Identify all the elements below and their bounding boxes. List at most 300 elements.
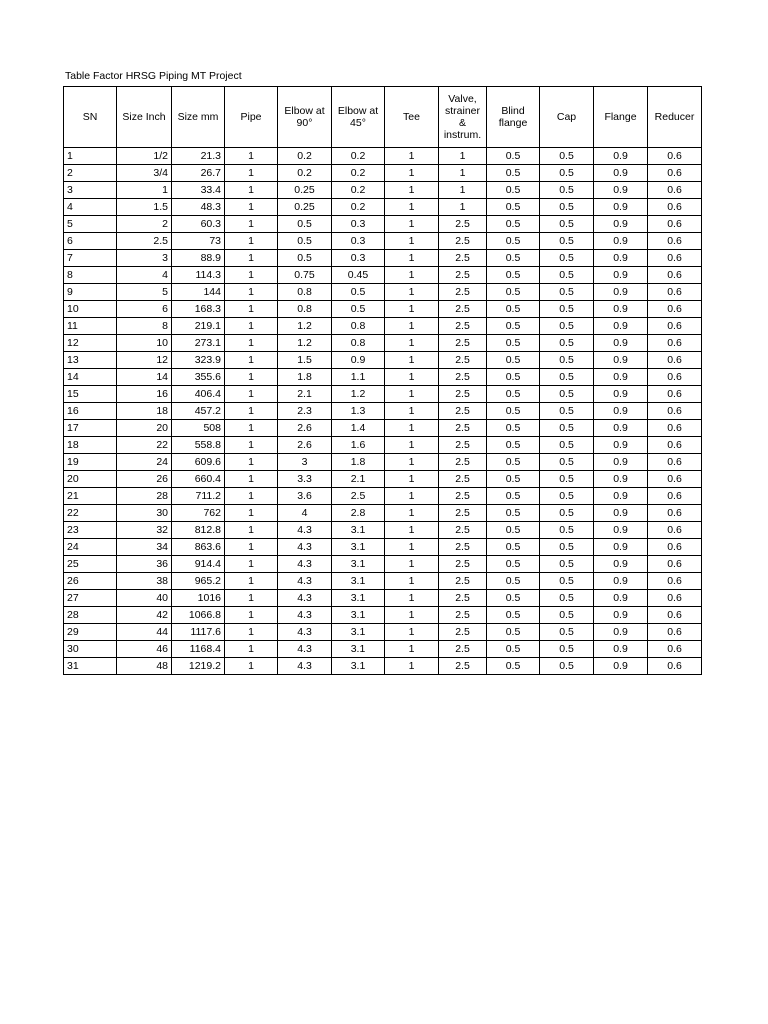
cell-size-mm: 863.6 <box>172 539 225 556</box>
cell-reducer: 0.6 <box>648 641 702 658</box>
cell-reducer: 0.6 <box>648 267 702 284</box>
cell-sn: 27 <box>64 590 117 607</box>
cell-sn: 2 <box>64 165 117 182</box>
cell-pipe: 1 <box>225 386 278 403</box>
cell-valve: 2.5 <box>439 420 487 437</box>
cell-reducer: 0.6 <box>648 437 702 454</box>
cell-pipe: 1 <box>225 454 278 471</box>
cell-reducer: 0.6 <box>648 335 702 352</box>
cell-elbow-90: 0.75 <box>278 267 332 284</box>
cell-flange: 0.9 <box>594 199 648 216</box>
cell-sn: 30 <box>64 641 117 658</box>
cell-blind-flange: 0.5 <box>487 318 540 335</box>
cell-size-inch: 48 <box>117 658 172 675</box>
cell-size-inch: 10 <box>117 335 172 352</box>
cell-pipe: 1 <box>225 624 278 641</box>
cell-flange: 0.9 <box>594 641 648 658</box>
cell-valve: 2.5 <box>439 658 487 675</box>
cell-elbow-90: 1.2 <box>278 318 332 335</box>
cell-size-mm: 355.6 <box>172 369 225 386</box>
table-row <box>64 335 702 352</box>
cell-sn: 28 <box>64 607 117 624</box>
cell-sn: 4 <box>64 199 117 216</box>
cell-cap: 0.5 <box>540 165 594 182</box>
cell-blind-flange: 0.5 <box>487 216 540 233</box>
cell-tee: 1 <box>385 233 439 250</box>
cell-cap: 0.5 <box>540 250 594 267</box>
cell-size-inch: 38 <box>117 573 172 590</box>
header-tee: Tee <box>385 87 439 148</box>
cell-elbow-90: 4.3 <box>278 522 332 539</box>
cell-tee: 1 <box>385 369 439 386</box>
cell-tee: 1 <box>385 658 439 675</box>
cell-tee: 1 <box>385 284 439 301</box>
cell-cap: 0.5 <box>540 284 594 301</box>
cell-tee: 1 <box>385 641 439 658</box>
cell-elbow-45: 3.1 <box>332 624 385 641</box>
cell-size-inch: 4 <box>117 267 172 284</box>
cell-blind-flange: 0.5 <box>487 641 540 658</box>
cell-flange: 0.9 <box>594 556 648 573</box>
cell-size-inch: 12 <box>117 352 172 369</box>
cell-sn: 9 <box>64 284 117 301</box>
cell-sn: 13 <box>64 352 117 369</box>
cell-pipe: 1 <box>225 284 278 301</box>
cell-size-inch: 28 <box>117 488 172 505</box>
cell-size-inch: 2 <box>117 216 172 233</box>
cell-flange: 0.9 <box>594 216 648 233</box>
cell-cap: 0.5 <box>540 539 594 556</box>
table-row <box>64 437 702 454</box>
cell-pipe: 1 <box>225 267 278 284</box>
cell-pipe: 1 <box>225 573 278 590</box>
cell-sn: 16 <box>64 403 117 420</box>
cell-size-mm: 914.4 <box>172 556 225 573</box>
cell-flange: 0.9 <box>594 369 648 386</box>
cell-tee: 1 <box>385 556 439 573</box>
cell-valve: 2.5 <box>439 437 487 454</box>
table-row <box>64 233 702 250</box>
cell-elbow-45: 3.1 <box>332 641 385 658</box>
cell-elbow-45: 0.45 <box>332 267 385 284</box>
cell-cap: 0.5 <box>540 216 594 233</box>
cell-size-inch: 32 <box>117 522 172 539</box>
cell-valve: 2.5 <box>439 624 487 641</box>
cell-reducer: 0.6 <box>648 369 702 386</box>
header-reducer: Reducer <box>648 87 702 148</box>
cell-elbow-45: 0.3 <box>332 250 385 267</box>
cell-pipe: 1 <box>225 488 278 505</box>
cell-sn: 14 <box>64 369 117 386</box>
cell-blind-flange: 0.5 <box>487 590 540 607</box>
cell-elbow-90: 0.2 <box>278 165 332 182</box>
cell-cap: 0.5 <box>540 267 594 284</box>
header-size-mm: Size mm <box>172 87 225 148</box>
cell-elbow-45: 0.5 <box>332 284 385 301</box>
header-elbow-90: Elbow at 90° <box>278 87 332 148</box>
cell-elbow-45: 0.3 <box>332 233 385 250</box>
cell-elbow-90: 3.3 <box>278 471 332 488</box>
cell-valve: 2.5 <box>439 556 487 573</box>
cell-size-inch: 8 <box>117 318 172 335</box>
cell-valve: 2.5 <box>439 641 487 658</box>
cell-size-inch: 1.5 <box>117 199 172 216</box>
cell-cap: 0.5 <box>540 182 594 199</box>
cell-elbow-45: 1.6 <box>332 437 385 454</box>
cell-cap: 0.5 <box>540 437 594 454</box>
cell-valve: 2.5 <box>439 505 487 522</box>
cell-elbow-90: 2.6 <box>278 420 332 437</box>
cell-tee: 1 <box>385 573 439 590</box>
cell-blind-flange: 0.5 <box>487 335 540 352</box>
cell-pipe: 1 <box>225 607 278 624</box>
cell-cap: 0.5 <box>540 658 594 675</box>
cell-blind-flange: 0.5 <box>487 284 540 301</box>
cell-reducer: 0.6 <box>648 454 702 471</box>
cell-reducer: 0.6 <box>648 148 702 165</box>
cell-size-mm: 1117.6 <box>172 624 225 641</box>
cell-pipe: 1 <box>225 199 278 216</box>
cell-size-inch: 1/2 <box>117 148 172 165</box>
cell-tee: 1 <box>385 471 439 488</box>
cell-blind-flange: 0.5 <box>487 607 540 624</box>
cell-valve: 2.5 <box>439 403 487 420</box>
cell-blind-flange: 0.5 <box>487 250 540 267</box>
table-body <box>64 148 702 675</box>
cell-elbow-45: 0.2 <box>332 199 385 216</box>
cell-pipe: 1 <box>225 233 278 250</box>
cell-sn: 25 <box>64 556 117 573</box>
cell-sn: 18 <box>64 437 117 454</box>
cell-valve: 2.5 <box>439 488 487 505</box>
cell-cap: 0.5 <box>540 369 594 386</box>
cell-elbow-90: 4 <box>278 505 332 522</box>
cell-elbow-90: 0.5 <box>278 233 332 250</box>
table-row <box>64 352 702 369</box>
cell-valve: 1 <box>439 199 487 216</box>
cell-flange: 0.9 <box>594 573 648 590</box>
cell-reducer: 0.6 <box>648 403 702 420</box>
cell-size-mm: 508 <box>172 420 225 437</box>
cell-size-inch: 20 <box>117 420 172 437</box>
cell-elbow-45: 2.1 <box>332 471 385 488</box>
cell-pipe: 1 <box>225 165 278 182</box>
cell-elbow-45: 3.1 <box>332 658 385 675</box>
cell-tee: 1 <box>385 318 439 335</box>
table-row <box>64 199 702 216</box>
cell-elbow-90: 4.3 <box>278 590 332 607</box>
cell-blind-flange: 0.5 <box>487 454 540 471</box>
cell-flange: 0.9 <box>594 522 648 539</box>
cell-elbow-90: 4.3 <box>278 556 332 573</box>
table-row <box>64 471 702 488</box>
table-row <box>64 420 702 437</box>
header-row <box>64 87 702 148</box>
cell-cap: 0.5 <box>540 624 594 641</box>
cell-elbow-45: 3.1 <box>332 522 385 539</box>
cell-tee: 1 <box>385 335 439 352</box>
cell-size-inch: 2.5 <box>117 233 172 250</box>
cell-sn: 29 <box>64 624 117 641</box>
cell-blind-flange: 0.5 <box>487 233 540 250</box>
cell-tee: 1 <box>385 182 439 199</box>
cell-sn: 17 <box>64 420 117 437</box>
cell-size-inch: 3 <box>117 250 172 267</box>
cell-valve: 2.5 <box>439 284 487 301</box>
header-size-inch: Size Inch <box>117 87 172 148</box>
cell-size-mm: 711.2 <box>172 488 225 505</box>
cell-size-inch: 24 <box>117 454 172 471</box>
cell-pipe: 1 <box>225 318 278 335</box>
cell-pipe: 1 <box>225 437 278 454</box>
cell-pipe: 1 <box>225 505 278 522</box>
table-row <box>64 403 702 420</box>
cell-valve: 2.5 <box>439 454 487 471</box>
cell-size-mm: 114.3 <box>172 267 225 284</box>
cell-tee: 1 <box>385 267 439 284</box>
cell-blind-flange: 0.5 <box>487 148 540 165</box>
cell-flange: 0.9 <box>594 182 648 199</box>
header-valve-strainer-instrum: Valve, strainer & instrum. <box>439 87 487 148</box>
cell-size-mm: 609.6 <box>172 454 225 471</box>
cell-elbow-90: 4.3 <box>278 658 332 675</box>
cell-flange: 0.9 <box>594 471 648 488</box>
cell-blind-flange: 0.5 <box>487 658 540 675</box>
cell-flange: 0.9 <box>594 607 648 624</box>
cell-sn: 20 <box>64 471 117 488</box>
cell-elbow-45: 0.2 <box>332 165 385 182</box>
cell-elbow-90: 4.3 <box>278 624 332 641</box>
header-pipe: Pipe <box>225 87 278 148</box>
cell-tee: 1 <box>385 437 439 454</box>
cell-elbow-90: 2.3 <box>278 403 332 420</box>
cell-elbow-45: 0.2 <box>332 148 385 165</box>
cell-size-mm: 33.4 <box>172 182 225 199</box>
cell-blind-flange: 0.5 <box>487 556 540 573</box>
table-row <box>64 573 702 590</box>
table-row <box>64 182 702 199</box>
cell-tee: 1 <box>385 148 439 165</box>
cell-elbow-90: 3.6 <box>278 488 332 505</box>
cell-size-inch: 1 <box>117 182 172 199</box>
cell-flange: 0.9 <box>594 335 648 352</box>
table-row <box>64 607 702 624</box>
cell-blind-flange: 0.5 <box>487 182 540 199</box>
cell-elbow-45: 1.3 <box>332 403 385 420</box>
cell-tee: 1 <box>385 624 439 641</box>
cell-tee: 1 <box>385 352 439 369</box>
cell-sn: 1 <box>64 148 117 165</box>
cell-blind-flange: 0.5 <box>487 386 540 403</box>
cell-size-mm: 88.9 <box>172 250 225 267</box>
table-row <box>64 624 702 641</box>
cell-sn: 15 <box>64 386 117 403</box>
cell-elbow-45: 1.2 <box>332 386 385 403</box>
cell-pipe: 1 <box>225 471 278 488</box>
cell-reducer: 0.6 <box>648 488 702 505</box>
cell-size-mm: 660.4 <box>172 471 225 488</box>
header-blind-flange: Blind flange <box>487 87 540 148</box>
cell-blind-flange: 0.5 <box>487 539 540 556</box>
cell-blind-flange: 0.5 <box>487 573 540 590</box>
cell-flange: 0.9 <box>594 488 648 505</box>
cell-reducer: 0.6 <box>648 301 702 318</box>
header-sn: SN <box>64 87 117 148</box>
cell-blind-flange: 0.5 <box>487 267 540 284</box>
cell-blind-flange: 0.5 <box>487 301 540 318</box>
cell-reducer: 0.6 <box>648 250 702 267</box>
cell-pipe: 1 <box>225 556 278 573</box>
cell-size-mm: 457.2 <box>172 403 225 420</box>
cell-cap: 0.5 <box>540 641 594 658</box>
cell-tee: 1 <box>385 505 439 522</box>
cell-reducer: 0.6 <box>648 607 702 624</box>
cell-size-mm: 965.2 <box>172 573 225 590</box>
cell-size-mm: 323.9 <box>172 352 225 369</box>
cell-blind-flange: 0.5 <box>487 199 540 216</box>
cell-size-mm: 1219.2 <box>172 658 225 675</box>
cell-flange: 0.9 <box>594 148 648 165</box>
cell-pipe: 1 <box>225 148 278 165</box>
cell-valve: 2.5 <box>439 471 487 488</box>
table-row <box>64 369 702 386</box>
cell-sn: 31 <box>64 658 117 675</box>
cell-elbow-90: 2.1 <box>278 386 332 403</box>
cell-flange: 0.9 <box>594 658 648 675</box>
cell-size-mm: 1016 <box>172 590 225 607</box>
header-elbow-45: Elbow at 45° <box>332 87 385 148</box>
cell-size-mm: 1066.8 <box>172 607 225 624</box>
cell-flange: 0.9 <box>594 165 648 182</box>
cell-size-mm: 73 <box>172 233 225 250</box>
cell-elbow-90: 0.25 <box>278 199 332 216</box>
cell-pipe: 1 <box>225 369 278 386</box>
table-row <box>64 590 702 607</box>
cell-flange: 0.9 <box>594 267 648 284</box>
cell-blind-flange: 0.5 <box>487 369 540 386</box>
cell-sn: 12 <box>64 335 117 352</box>
cell-valve: 2.5 <box>439 318 487 335</box>
cell-flange: 0.9 <box>594 420 648 437</box>
cell-flange: 0.9 <box>594 454 648 471</box>
cell-blind-flange: 0.5 <box>487 352 540 369</box>
cell-size-mm: 168.3 <box>172 301 225 318</box>
cell-valve: 2.5 <box>439 352 487 369</box>
cell-sn: 10 <box>64 301 117 318</box>
cell-elbow-90: 1.2 <box>278 335 332 352</box>
cell-cap: 0.5 <box>540 607 594 624</box>
cell-size-inch: 42 <box>117 607 172 624</box>
cell-elbow-45: 0.9 <box>332 352 385 369</box>
cell-valve: 2.5 <box>439 369 487 386</box>
cell-elbow-90: 0.8 <box>278 284 332 301</box>
cell-reducer: 0.6 <box>648 420 702 437</box>
cell-blind-flange: 0.5 <box>487 403 540 420</box>
cell-size-mm: 1168.4 <box>172 641 225 658</box>
cell-elbow-90: 0.25 <box>278 182 332 199</box>
cell-size-inch: 30 <box>117 505 172 522</box>
cell-flange: 0.9 <box>594 284 648 301</box>
cell-blind-flange: 0.5 <box>487 505 540 522</box>
table-row <box>64 250 702 267</box>
cell-cap: 0.5 <box>540 335 594 352</box>
cell-cap: 0.5 <box>540 420 594 437</box>
cell-pipe: 1 <box>225 403 278 420</box>
cell-pipe: 1 <box>225 250 278 267</box>
cell-size-inch: 3/4 <box>117 165 172 182</box>
cell-reducer: 0.6 <box>648 522 702 539</box>
cell-valve: 2.5 <box>439 386 487 403</box>
cell-tee: 1 <box>385 250 439 267</box>
cell-size-inch: 18 <box>117 403 172 420</box>
cell-size-inch: 34 <box>117 539 172 556</box>
header-cap: Cap <box>540 87 594 148</box>
cell-pipe: 1 <box>225 182 278 199</box>
cell-elbow-90: 0.2 <box>278 148 332 165</box>
cell-sn: 6 <box>64 233 117 250</box>
cell-sn: 22 <box>64 505 117 522</box>
cell-size-inch: 6 <box>117 301 172 318</box>
cell-cap: 0.5 <box>540 199 594 216</box>
table-row <box>64 267 702 284</box>
cell-pipe: 1 <box>225 539 278 556</box>
cell-size-mm: 762 <box>172 505 225 522</box>
cell-reducer: 0.6 <box>648 624 702 641</box>
cell-valve: 2.5 <box>439 590 487 607</box>
cell-cap: 0.5 <box>540 505 594 522</box>
cell-valve: 2.5 <box>439 573 487 590</box>
cell-tee: 1 <box>385 522 439 539</box>
cell-cap: 0.5 <box>540 488 594 505</box>
cell-sn: 23 <box>64 522 117 539</box>
cell-blind-flange: 0.5 <box>487 488 540 505</box>
cell-size-inch: 5 <box>117 284 172 301</box>
cell-elbow-90: 0.8 <box>278 301 332 318</box>
cell-reducer: 0.6 <box>648 165 702 182</box>
cell-pipe: 1 <box>225 352 278 369</box>
cell-size-mm: 144 <box>172 284 225 301</box>
cell-elbow-45: 0.8 <box>332 318 385 335</box>
cell-tee: 1 <box>385 386 439 403</box>
cell-reducer: 0.6 <box>648 318 702 335</box>
cell-cap: 0.5 <box>540 148 594 165</box>
cell-cap: 0.5 <box>540 454 594 471</box>
cell-sn: 19 <box>64 454 117 471</box>
cell-elbow-45: 0.2 <box>332 182 385 199</box>
cell-elbow-90: 4.3 <box>278 539 332 556</box>
cell-sn: 8 <box>64 267 117 284</box>
cell-size-mm: 21.3 <box>172 148 225 165</box>
cell-size-inch: 16 <box>117 386 172 403</box>
cell-valve: 2.5 <box>439 233 487 250</box>
cell-valve: 2.5 <box>439 607 487 624</box>
cell-size-inch: 36 <box>117 556 172 573</box>
cell-valve: 2.5 <box>439 301 487 318</box>
cell-pipe: 1 <box>225 420 278 437</box>
cell-reducer: 0.6 <box>648 284 702 301</box>
cell-elbow-45: 3.1 <box>332 539 385 556</box>
cell-reducer: 0.6 <box>648 471 702 488</box>
cell-reducer: 0.6 <box>648 216 702 233</box>
cell-size-mm: 60.3 <box>172 216 225 233</box>
cell-size-mm: 406.4 <box>172 386 225 403</box>
table-row <box>64 658 702 675</box>
cell-pipe: 1 <box>225 658 278 675</box>
cell-elbow-45: 0.8 <box>332 335 385 352</box>
cell-valve: 1 <box>439 148 487 165</box>
cell-size-inch: 14 <box>117 369 172 386</box>
cell-elbow-90: 4.3 <box>278 573 332 590</box>
